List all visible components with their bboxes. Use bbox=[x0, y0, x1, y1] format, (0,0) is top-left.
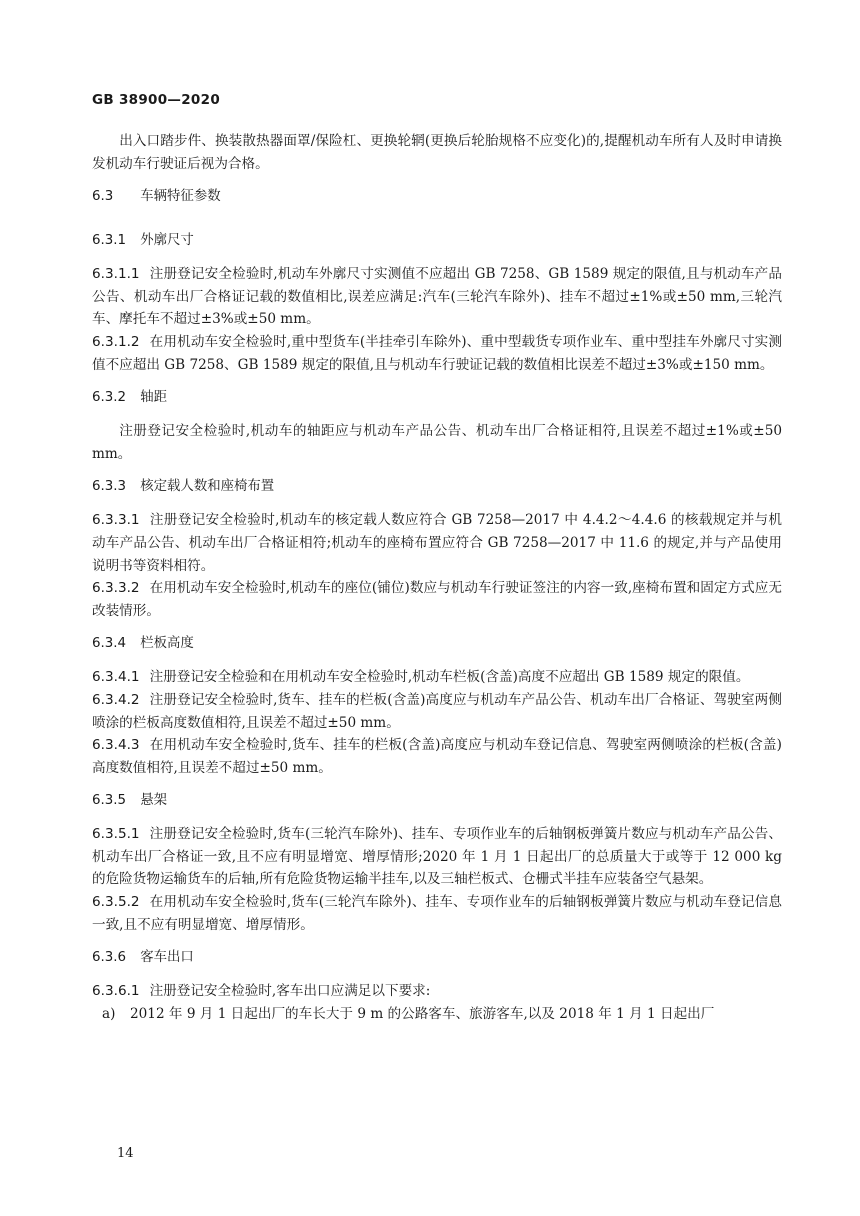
clause-number: 6.3.1.1 bbox=[92, 266, 140, 283]
heading-number: 6.3 bbox=[92, 189, 114, 205]
clause-text: 在用机动车安全检验时,货车(三轮汽车除外)、挂车、专项作业车的后轴钢板弹簧片数应与机动车登记信息一致,且不应有明显增宽、增厚情形。 bbox=[92, 894, 782, 933]
clause-6-3-3-1 bbox=[92, 509, 782, 577]
clause-6-3-4-1 bbox=[92, 666, 782, 689]
heading-title: 外廓尺寸 bbox=[140, 233, 194, 249]
clause-6-3-1-1 bbox=[92, 263, 782, 331]
heading-6-3-3 bbox=[92, 465, 782, 509]
clause-number: 6.3.4.2 bbox=[92, 691, 140, 708]
clause-number: 6.3.6.1 bbox=[92, 983, 140, 1000]
continuation-paragraph: 出入口踏步件、换装散热器面罩/保险杠、更换轮辋(更换后轮胎规格不应变化)的,提醒机动车所有人及时申请换发机动车行驶证后视为合格。 bbox=[92, 133, 782, 172]
heading-number: 6.3.2 bbox=[92, 390, 127, 406]
clause-number: 6.3.3.2 bbox=[92, 580, 140, 597]
clause-text: 注册登记安全检验和在用机动车安全检验时,机动车栏板(含盖)高度不应超出 GB 1589 规定的限值。 bbox=[149, 669, 750, 686]
heading-title: 核定载人数和座椅布置 bbox=[140, 479, 275, 495]
clause-6-3-5-2 bbox=[92, 891, 782, 936]
list-item-text: 2012 年 9 月 1 日起出厂的车长大于 9 m 的公路客车、旅游客车,以及 2018 年 1 月 1 日起出厂 bbox=[130, 1005, 715, 1022]
clause-text: 注册登记安全检验时,货车、挂车的栏板(含盖)高度应与机动车产品公告、机动车出厂合格证、驾驶室两侧喷涂的栏板高度数值相符,且误差不超过±50 mm。 bbox=[92, 691, 782, 731]
heading-6-3-4 bbox=[92, 622, 782, 666]
clause-number: 6.3.1.2 bbox=[92, 333, 140, 350]
page-number: 14 bbox=[117, 1146, 134, 1161]
clause-6-3-1-2 bbox=[92, 331, 782, 376]
heading-number: 6.3.1 bbox=[92, 233, 127, 249]
heading-6-3-5 bbox=[92, 779, 782, 823]
clause-6-3-5-1 bbox=[92, 823, 782, 891]
heading-6-3 bbox=[92, 175, 782, 219]
page-content bbox=[92, 130, 782, 1025]
clause-text: 在用机动车安全检验时,机动车的座位(铺位)数应与机动车行驶证签注的内容一致,座椅布置和固定方式应无改装情形。 bbox=[92, 580, 782, 619]
clause-number: 6.3.3.1 bbox=[92, 512, 140, 529]
heading-title: 客车出口 bbox=[140, 950, 194, 966]
heading-title: 轴距 bbox=[140, 390, 168, 406]
clause-number: 6.3.5.2 bbox=[92, 894, 140, 911]
clause-number: 6.3.4.3 bbox=[92, 737, 140, 754]
clause-text: 注册登记安全检验时,客车出口应满足以下要求: bbox=[149, 983, 431, 1000]
heading-title: 悬架 bbox=[140, 793, 168, 809]
clause-6-3-4-3 bbox=[92, 734, 782, 779]
heading-6-3-2 bbox=[92, 376, 782, 420]
standard-code: GB 38900—2020 bbox=[92, 92, 221, 108]
clause-6-3-3-2 bbox=[92, 577, 782, 622]
clause-6-3-4-2 bbox=[92, 689, 782, 734]
clause-text: 注册登记安全检验时,机动车的核定载人数应符合 GB 7258—2017 中 4.4.2～4.4.6 的核载规定并与机动车产品公告、机动车出厂合格证相符;机动车的座椅布置应符合 GB 7258—2017 中 11.6 的规定,并与产品使用说明书等资料相符。 bbox=[92, 512, 782, 574]
heading-title: 栏板高度 bbox=[140, 636, 194, 652]
heading-6-3-1 bbox=[92, 219, 782, 263]
heading-number: 6.3.5 bbox=[92, 793, 127, 809]
clause-text: 注册登记安全检验时,机动车外廓尺寸实测值不应超出 GB 7258、GB 1589 规定的限值,且与机动车产品公告、机动车出厂合格证记载的数值相比,误差应满足:汽车(三轮汽车除外)、挂车不超过±1%或±50 mm,三轮汽车、摩托车不超过±3%或±50 mm。 bbox=[92, 266, 782, 328]
clause-number: 6.3.5.1 bbox=[92, 826, 140, 843]
list-item-a bbox=[92, 1003, 782, 1026]
clause-text: 在用机动车安全检验时,重中型货车(半挂牵引车除外)、重中型载货专项作业车、重中型挂车外廓尺寸实测值不应超出 GB 7258、GB 1589 规定的限值,且与机动车行驶证记载的数值相比误差不超过±3%或±150 mm。 bbox=[92, 333, 782, 373]
clause-text: 在用机动车安全检验时,货车、挂车的栏板(含盖)高度应与机动车登记信息、驾驶室两侧喷涂的栏板(含盖)高度数值相符,且误差不超过±50 mm。 bbox=[92, 737, 782, 776]
list-marker: a) bbox=[102, 1005, 116, 1022]
clause-number: 6.3.4.1 bbox=[92, 669, 140, 686]
heading-number: 6.3.4 bbox=[92, 636, 127, 652]
heading-title: 车辆特征参数 bbox=[140, 189, 221, 205]
clause-6-3-6-1 bbox=[92, 980, 782, 1003]
heading-6-3-6 bbox=[92, 936, 782, 980]
paragraph-6-3-2: 注册登记安全检验时,机动车的轴距应与机动车产品公告、机动车出厂合格证相符,且误差不超过±1%或±50 mm。 bbox=[92, 423, 782, 462]
heading-number: 6.3.6 bbox=[92, 950, 127, 966]
clause-text: 注册登记安全检验时,货车(三轮汽车除外)、挂车、专项作业车的后轴钢板弹簧片数应与机动车产品公告、机动车出厂合格证一致,且不应有明显增宽、增厚情形;2020 年 1 月 1 日起出厂的总质量大于或等于 12 000 kg 的危险货物运输货车的后轴,所有危险货物运输半挂车,以及三轴栏板式、仓栅式半挂车应装备空气悬架。 bbox=[92, 826, 782, 888]
heading-number: 6.3.3 bbox=[92, 479, 127, 495]
